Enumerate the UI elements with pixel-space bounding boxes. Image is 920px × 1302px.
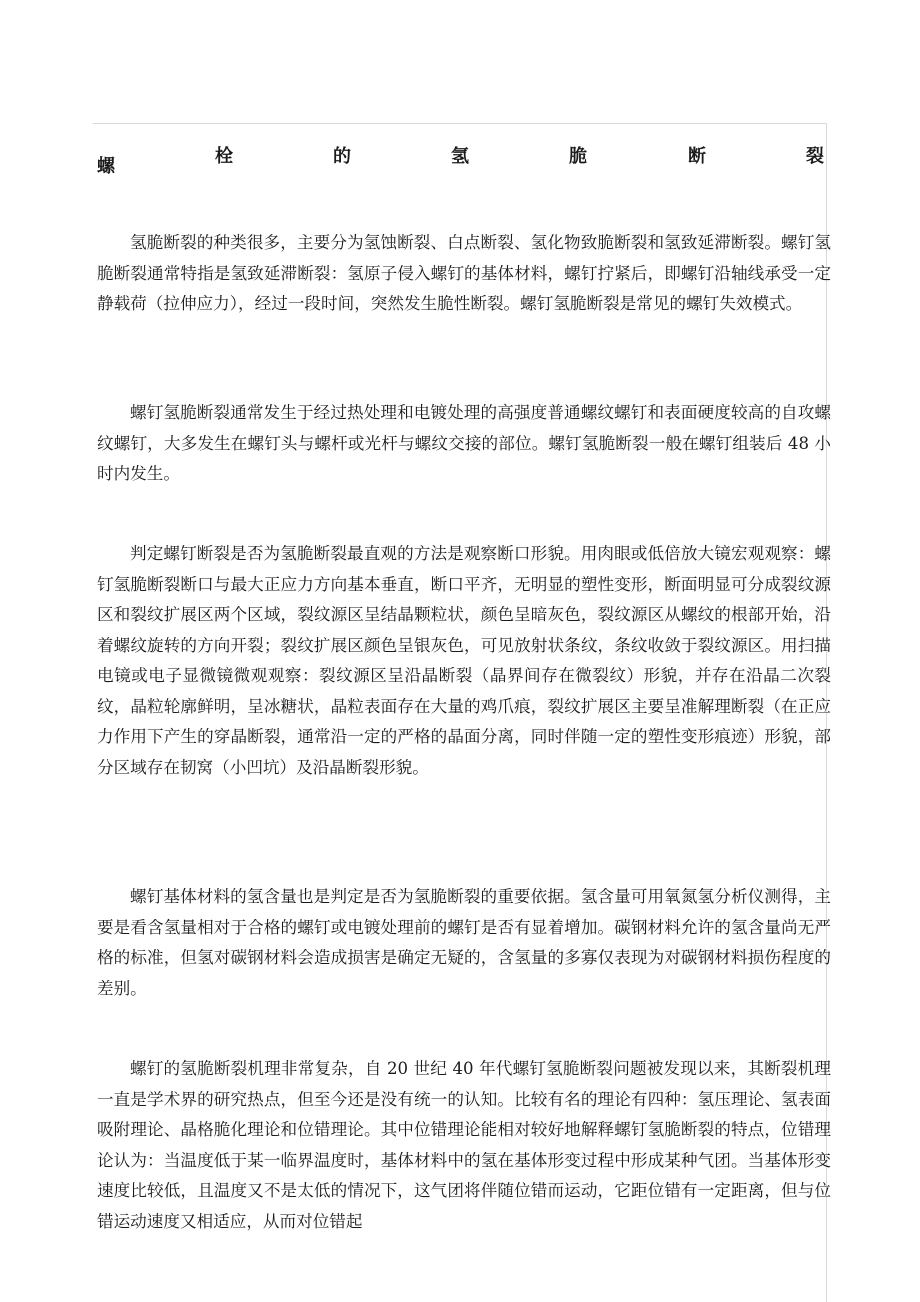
- paragraph-occurrence: 螺钉氢脆断裂通常发生于经过热处理和电镀处理的高强度普通螺纹螺钉和表面硬度较高的自攻螺纹螺钉，大多发生在螺钉头与螺杆或光杆与螺纹交接的部位。螺钉氢脆断裂一般在螺钉组装后 48 小时内发生。: [97, 403, 831, 483]
- title-char: 氢: [451, 146, 469, 167]
- title-char: 断: [688, 146, 706, 167]
- paragraph-hydrogen-embrittlement-types: 氢脆断裂的种类很多，主要分为氢蚀断裂、白点断裂、氢化物致脆断裂和氢致延滞断裂。螺钉氢脆断裂通常特指是氢致延滞断裂：氢原子侵入螺钉的基体材料，螺钉拧紧后，即螺钉沿轴线承受一定静载荷（拉伸应力），经过一段时间，突然发生脆性断裂。螺钉氢脆断裂是常见的螺钉失效模式。: [97, 233, 831, 313]
- title-char: 螺: [97, 156, 115, 177]
- paragraph-mechanism: 螺钉的氢脆断裂机理非常复杂，自 20 世纪 40 年代螺钉氢脆断裂问题被发现以来，其断裂机理一直是学术界的研究热点，但至今还是没有统一的认知。比较有名的理论有四种：氢压理论、氢表面吸附理论、晶格脆化理论和位错理论。其中位错理论能相对较好地解释螺钉氢脆断裂的特点，位错理论认为：当温度低于某一临界温度时，基体材料中的氢在基体形变过程中形成某种气团。当基体形变速度比较低，且温度又不是太低的情况下，这气团将伴随位错而运动，它距位错有一定距离，但与位错运动速度又相适应，从而对位错起: [97, 1059, 831, 1231]
- title-char: 栓: [215, 146, 233, 167]
- document-title: [97, 138, 827, 178]
- title-char: 裂: [806, 146, 824, 167]
- title-char: 的: [333, 146, 351, 167]
- top-divider: [93, 123, 827, 124]
- paragraph-fracture-morphology: 判定螺钉断裂是否为氢脆断裂最直观的方法是观察断口形貌。用肉眼或低倍放大镜宏观观察：螺钉氢脆断裂断口与最大正应力方向基本垂直，断口平齐，无明显的塑性变形，断面明显可分成裂纹源区和裂纹扩展区两个区域，裂纹源区呈结晶颗粒状，颜色呈暗灰色，裂纹源区从螺纹的根部开始，沿着螺纹旋转的方向开裂；裂纹扩展区颜色呈银灰色，可见放射状条纹，条纹收敛于裂纹源区。用扫描电镜或电子显微镜微观观察：裂纹源区呈沿晶断裂（晶界间存在微裂纹）形貌，并存在沿晶二次裂纹，晶粒轮廓鲜明，呈冰糖状，晶粒表面存在大量的鸡爪痕，裂纹扩展区主要呈准解理断裂（在正应力作用下产生的穿晶断裂，通常沿一定的严格的晶面分离，同时伴随一定的塑性变形痕迹）形貌，部分区域存在韧窝（小凹坑）及沿晶断裂形貌。: [97, 544, 831, 777]
- title-char: 脆: [569, 146, 587, 167]
- paragraph-hydrogen-content: 螺钉基体材料的氢含量也是判定是否为氢脆断裂的重要依据。氢含量可用氧氮氢分析仪测得，主要是看含氢量相对于合格的螺钉或电镀处理前的螺钉是否有显着增加。碳钢材料允许的氢含量尚无严格的标准，但氢对碳钢材料会造成损害是确定无疑的，含氢量的多寡仅表现为对碳钢材料损伤程度的差别。: [97, 887, 831, 998]
